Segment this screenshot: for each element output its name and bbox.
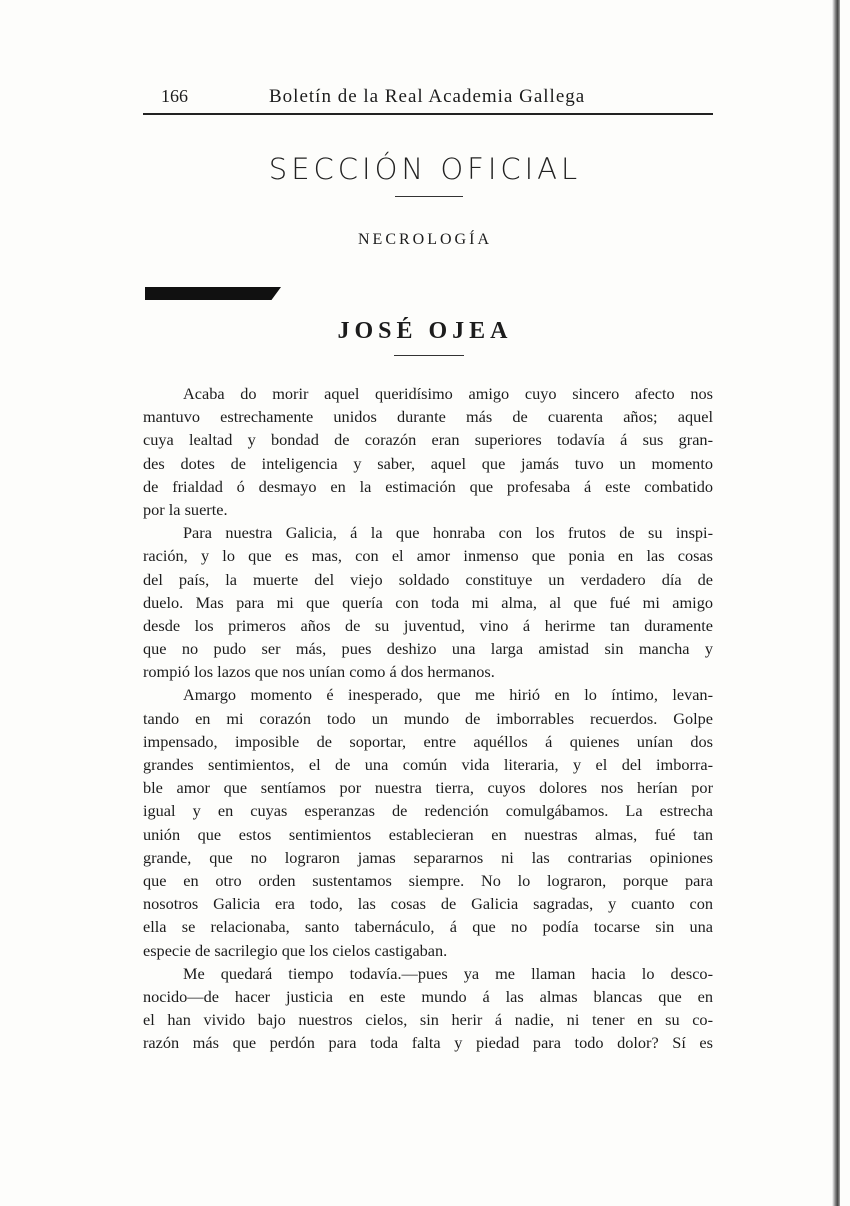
text-line: cuya lealtad y bondad de corazón eran superiores todavía á sus gran- bbox=[143, 430, 713, 450]
article-body bbox=[143, 382, 713, 1054]
name-underline bbox=[394, 355, 464, 356]
text-line: por la suerte. bbox=[143, 499, 228, 519]
text-line: tando en mi corazón todo un mundo de imborrables recuerdos. Golpe bbox=[143, 708, 713, 728]
text-line: razón más que perdón para toda falta y piedad para todo dolor? Sí es bbox=[143, 1033, 713, 1053]
text-line: que no pudo ser más, pues deshizo una larga amistad sin mancha y bbox=[143, 639, 713, 659]
scan-binding-edge bbox=[832, 0, 840, 1206]
text-line: nocido—de hacer justicia en este mundo á las almas blancas que en bbox=[143, 986, 713, 1006]
text-line: que en otro orden sustentamos siempre. No lo lograron, porque para bbox=[143, 870, 713, 890]
text-line: nosotros Galicia era todo, las cosas de Galicia sagradas, y cuanto con bbox=[143, 894, 713, 914]
paragraph bbox=[143, 382, 713, 521]
text-line: grandes sentimientos, el de una común vida literaria, y el del imborra- bbox=[143, 755, 713, 774]
header-rule bbox=[143, 113, 713, 115]
text-line: Para nuestra Galicia, á la que honraba con los frutos de su inspi- bbox=[183, 523, 713, 543]
title-rule bbox=[395, 196, 463, 197]
text-line: rompió los lazos que nos unían como á dos hermanos. bbox=[143, 662, 495, 682]
text-line: el han vivido bajo nuestros cielos, sin herir á nadie, ni tener en su co- bbox=[143, 1010, 713, 1030]
text-line: impensado, imposible de soportar, entre aquéllos á quienes unían dos bbox=[143, 731, 713, 751]
running-header bbox=[143, 82, 713, 112]
text-line: igual y en cuyas esperanzas de redención comulgábamos. La estrecha bbox=[143, 801, 713, 821]
text-line: mantuvo estrechamente unidos durante más de cuarenta años; aquel bbox=[143, 407, 713, 427]
text-line: Me quedará tiempo todavía.—pues ya me llaman hacia lo desco- bbox=[183, 963, 713, 983]
text-line: especie de sacrilegio que los cielos castigaban. bbox=[143, 940, 448, 960]
text-line: del país, la muerte del viejo soldado constituye un verdadero día de bbox=[143, 569, 713, 589]
decorative-band bbox=[145, 287, 281, 300]
text-line: desde los primeros años de su juventud, vino á herirme tan duramente bbox=[143, 615, 713, 635]
text-line: de frialdad ó desmayo en la estimación que profesaba á este combatido bbox=[143, 476, 713, 496]
running-title: Boletín de la Real Academia Gallega bbox=[269, 86, 586, 107]
text-line: ble amor que sentíamos por nuestra tierra, cuyos dolores nos herían por bbox=[143, 778, 713, 798]
paragraph bbox=[143, 683, 713, 961]
name-heading: JOSÉ OJEA bbox=[337, 318, 513, 344]
subtitle: NECROLOGÍA bbox=[358, 231, 492, 248]
text-line: unión que estos sentimientos establecieran en nuestras almas, fué tan bbox=[143, 824, 713, 844]
section-title: SECCIÓN OFICIAL bbox=[268, 152, 582, 186]
text-line: duelo. Mas para mi que quería con toda mi alma, al que fué mi amigo bbox=[143, 592, 713, 612]
text-line: ella se relacionaba, santo tabernáculo, á que no podía tocarse sin una bbox=[143, 917, 713, 937]
text-line: Acaba do morir aquel queridísimo amigo cuyo sincero afecto nos bbox=[183, 384, 713, 403]
page-number: 166 bbox=[161, 86, 188, 106]
text-line: ración, y lo que es mas, con el amor inmenso que ponia en las cosas bbox=[143, 546, 713, 566]
text-line: grande, que no lograron jamas separarnos ni las contrarias opiniones bbox=[143, 847, 713, 867]
text-line: Amargo momento é inesperado, que me hirió en lo íntimo, levan- bbox=[183, 685, 713, 705]
paragraph bbox=[143, 521, 713, 683]
text-line: des dotes de inteligencia y saber, aquel que jamás tuvo un momento bbox=[143, 453, 713, 473]
paragraph bbox=[143, 962, 713, 1055]
